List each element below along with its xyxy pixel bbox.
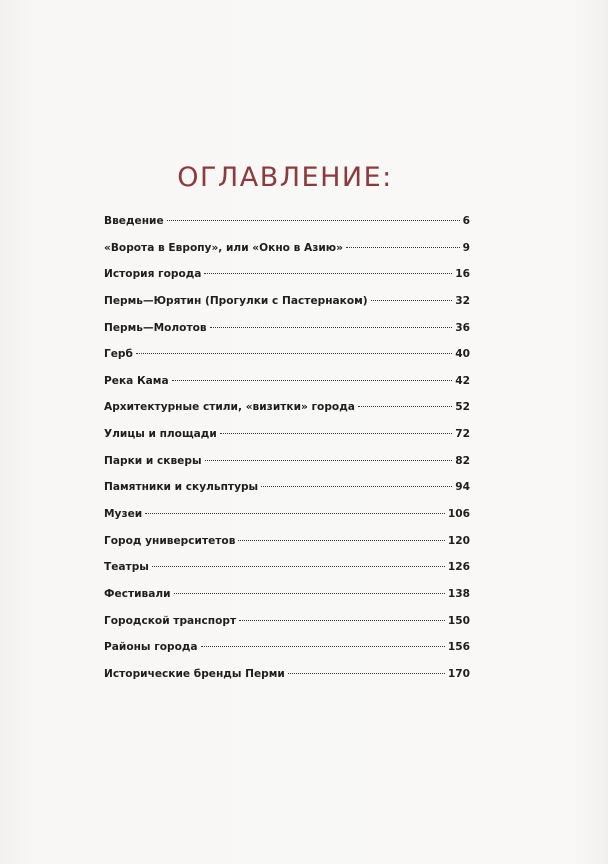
toc-entry-page: 106: [447, 508, 470, 521]
toc-entry[interactable]: [104, 368, 470, 395]
toc-leader-dots: [220, 433, 452, 434]
toc-entry-label: Пермь—Молотов: [104, 321, 207, 334]
toc-entry-page: 9: [462, 241, 470, 254]
toc-entry-label: Город университетов: [104, 534, 236, 547]
toc-entry[interactable]: [104, 661, 470, 688]
toc-entry-label: Театры: [104, 561, 149, 574]
toc-entry-page: 150: [447, 614, 470, 627]
toc-title: ОГЛАВЛЕНИЕ:: [177, 162, 393, 193]
toc-leader-dots: [172, 380, 453, 381]
toc-entry[interactable]: [104, 208, 470, 235]
toc-entry-label: Фестивали: [104, 587, 171, 600]
toc-entry[interactable]: [104, 474, 470, 501]
toc-entry[interactable]: [104, 528, 470, 555]
toc-entry-label: Исторические бренды Перми: [104, 667, 285, 680]
toc-entry[interactable]: [104, 315, 470, 342]
toc-entry[interactable]: [104, 554, 470, 581]
toc-leader-dots: [205, 460, 453, 461]
toc-leader-dots: [239, 620, 445, 621]
toc-entry[interactable]: [104, 608, 470, 635]
toc-entry-page: 52: [455, 401, 470, 414]
toc-entry-page: 6: [462, 215, 470, 227]
toc-entry-page: 138: [447, 587, 470, 600]
toc-entry[interactable]: [104, 341, 470, 368]
toc-entry[interactable]: [104, 421, 470, 448]
toc-leader-dots: [238, 540, 444, 541]
toc-entry-page: 32: [455, 294, 470, 307]
toc-entry-label: Памятники и скульптуры: [104, 481, 259, 494]
toc-leader-dots: [201, 646, 445, 647]
toc-entry-label: Городской транспорт: [104, 614, 237, 627]
toc-leader-dots: [288, 673, 445, 674]
toc-leader-dots: [167, 220, 460, 221]
toc-leader-dots: [210, 327, 453, 328]
toc-entry[interactable]: [104, 394, 470, 421]
toc-entry-label: Парки и скверы: [104, 454, 202, 467]
toc-entry-page: 126: [447, 561, 470, 574]
toc-entry-label: Река Кама: [104, 374, 169, 387]
toc-leader-dots: [346, 247, 460, 248]
toc-entry[interactable]: [104, 501, 470, 528]
toc-leader-dots: [136, 353, 452, 354]
toc-entry-page: 94: [455, 481, 470, 494]
toc-entry-label: История города: [104, 268, 202, 281]
toc-entry[interactable]: [104, 581, 470, 608]
toc-entry-label: Введение: [104, 215, 164, 227]
toc-entry[interactable]: [104, 261, 470, 288]
toc-entry-label: Музеи: [104, 508, 143, 521]
toc-leader-dots: [152, 566, 445, 567]
toc-entry-page: 120: [447, 534, 470, 547]
toc-entry-label: Районы города: [104, 641, 198, 654]
toc-leader-dots: [261, 486, 452, 487]
toc-entry[interactable]: [104, 448, 470, 475]
toc-leader-dots: [174, 593, 445, 594]
toc-entry-label: «Ворота в Европу», или «Окно в Азию»: [104, 241, 343, 254]
toc-entry-label: Архитектурные стили, «визитки» города: [104, 401, 355, 414]
toc-entry-page: 16: [455, 268, 470, 281]
toc-entry-page: 40: [455, 348, 470, 361]
toc-entry-page: 36: [455, 321, 470, 334]
toc-entry-label: Пермь—Юрятин (Прогулки с Пастернаком): [104, 294, 368, 307]
toc-leader-dots: [204, 273, 452, 274]
toc-entry-page: 170: [447, 667, 470, 680]
toc-entry-page: 72: [455, 428, 470, 441]
toc-entry-page: 42: [455, 374, 470, 387]
toc-list: [104, 208, 470, 688]
toc-entry[interactable]: [104, 288, 470, 315]
toc-leader-dots: [358, 406, 452, 407]
toc-entry-page: 156: [447, 641, 470, 654]
toc-entry[interactable]: [104, 235, 470, 262]
toc-entry-label: Герб: [104, 348, 133, 361]
toc-entry[interactable]: [104, 634, 470, 661]
toc-leader-dots: [145, 513, 445, 514]
toc-leader-dots: [371, 300, 453, 301]
toc-entry-page: 82: [455, 454, 470, 467]
toc-entry-label: Улицы и площади: [104, 428, 217, 441]
